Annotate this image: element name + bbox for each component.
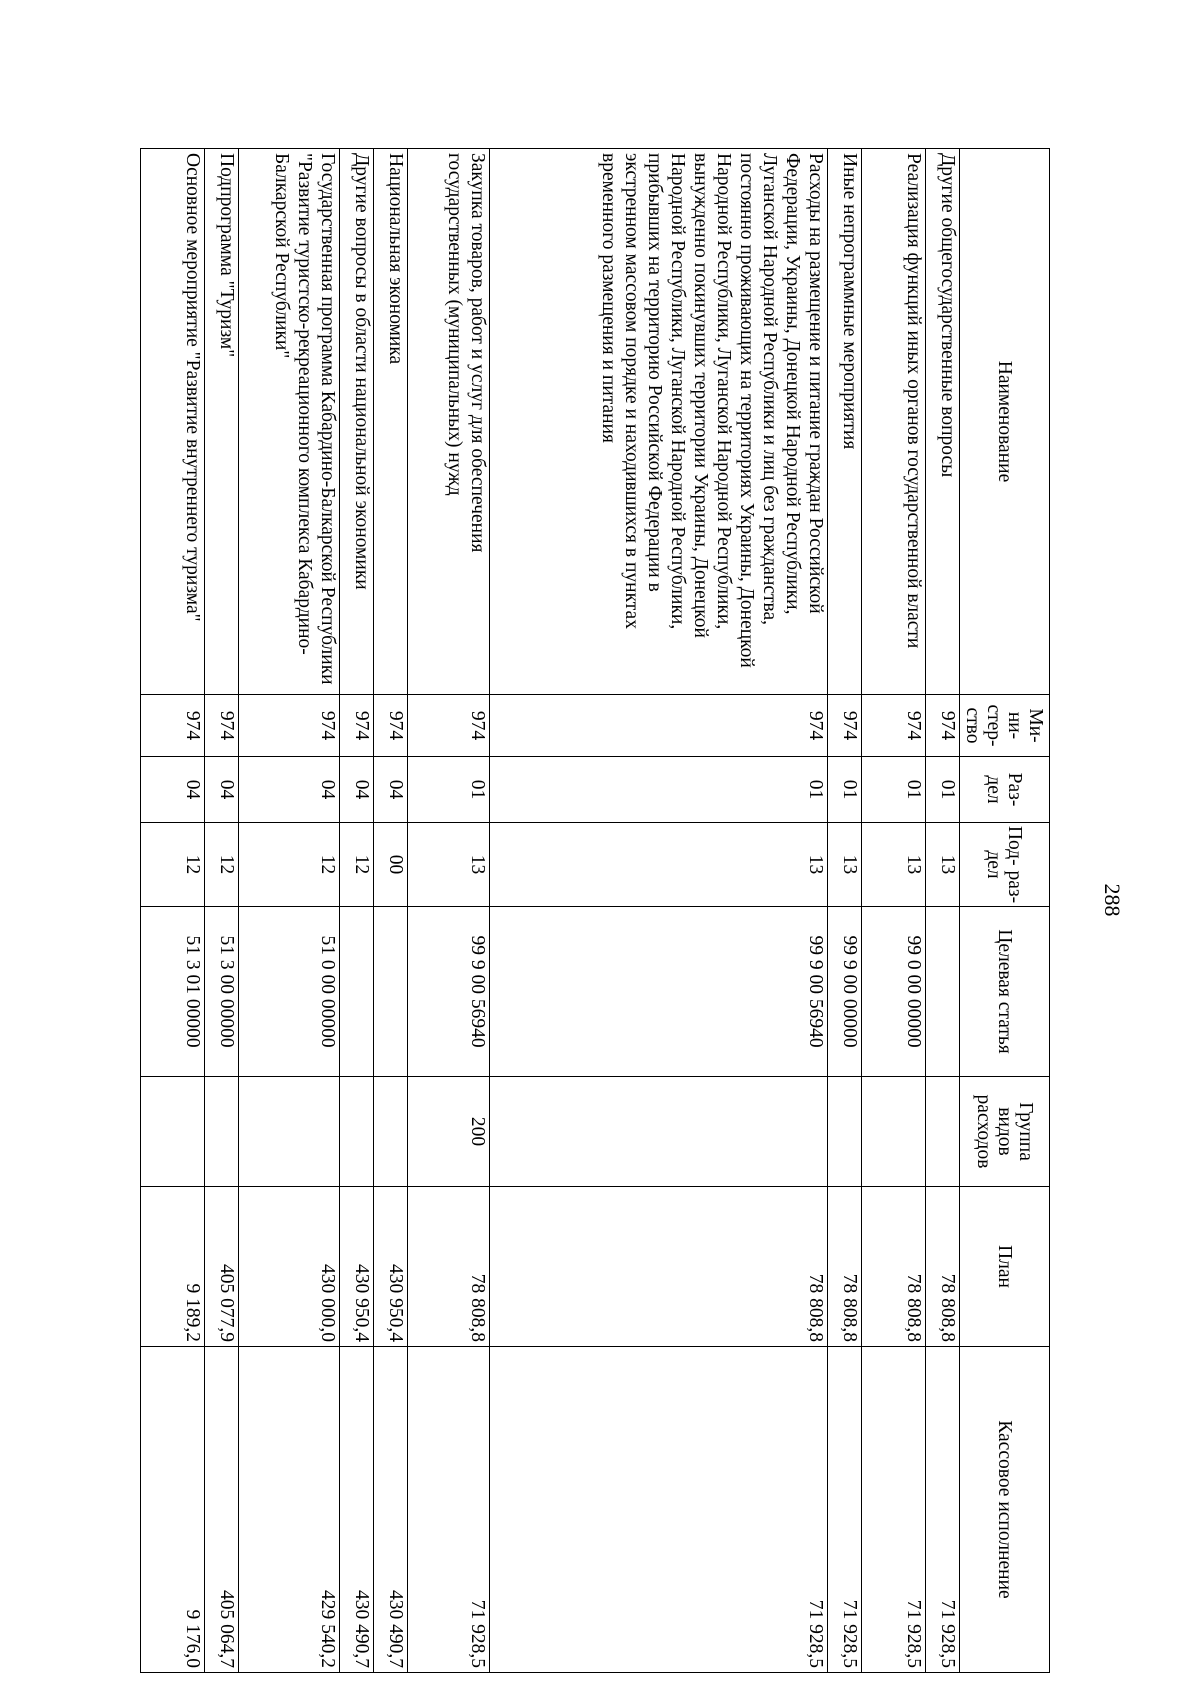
row-plan: 430 950,4: [339, 1187, 373, 1347]
row-plan: 78 808,8: [490, 1187, 827, 1347]
row-subsection: 12: [141, 823, 205, 907]
row-group: [490, 1077, 827, 1187]
row-group: [862, 1077, 926, 1187]
row-group: [827, 1077, 861, 1187]
column-header-plan: План: [960, 1187, 1050, 1347]
row-group: [373, 1077, 407, 1187]
row-section: 04: [339, 757, 373, 823]
row-target: 51 3 00 00000: [204, 907, 238, 1077]
row-subsection: 12: [204, 823, 238, 907]
column-header-section: Раз- дел: [960, 757, 1050, 823]
row-subsection: 13: [490, 823, 827, 907]
table-row: [862, 149, 926, 1673]
row-ministry: 974: [827, 695, 861, 757]
row-subsection: 13: [408, 823, 490, 907]
row-name: Расходы на размещение и питание граждан Российской Федерации, Украины, Донецкой Народной Республики, Луганской Народной Республики и лиц без гражданства, постоянно проживающих на территориях Украины, Донецкой Народной Республики, Луганской Народной Республики, вынужденно покинувших территории Украины, Донецкой Народной Республики, Луганской Народной Республики, прибывших на территорию Российской Федерации в экстренном массовом порядке и находившихся в пунктах временного размещения и питания: [490, 149, 827, 695]
row-target: 99 0 00 00000: [862, 907, 926, 1077]
row-plan: 78 808,8: [862, 1187, 926, 1347]
row-subsection: 00: [373, 823, 407, 907]
table-row: [238, 149, 339, 1673]
row-section: 04: [141, 757, 205, 823]
row-target: [339, 907, 373, 1077]
row-plan: 430 000,0: [238, 1187, 339, 1347]
row-plan: 78 808,8: [925, 1187, 959, 1347]
row-section: 01: [827, 757, 861, 823]
row-subsection: 12: [339, 823, 373, 907]
row-executed: 71 928,5: [827, 1347, 861, 1673]
row-name: Другие вопросы в области национальной экономики: [339, 149, 373, 695]
row-plan: 430 950,4: [373, 1187, 407, 1347]
row-section: 04: [373, 757, 407, 823]
row-ministry: 974: [238, 695, 339, 757]
row-section: 04: [238, 757, 339, 823]
row-section: 04: [204, 757, 238, 823]
row-section: 01: [925, 757, 959, 823]
row-name: Подпрограмма "Туризм": [204, 149, 238, 695]
row-name: Другие общегосударственные вопросы: [925, 149, 959, 695]
row-ministry: 974: [141, 695, 205, 757]
row-section: 01: [408, 757, 490, 823]
row-name: Национальная экономика: [373, 149, 407, 695]
table-row: [204, 149, 238, 1673]
row-executed: 430 490,7: [339, 1347, 373, 1673]
row-ministry: 974: [373, 695, 407, 757]
row-target: 99 9 00 56940: [490, 907, 827, 1077]
budget-table: [140, 148, 1050, 1673]
row-group: [339, 1077, 373, 1187]
rotated-page-content: [140, 148, 1050, 1672]
row-executed: 430 490,7: [373, 1347, 407, 1673]
column-header-expense-group: Группа видов расходов: [960, 1077, 1050, 1187]
page-number: 288: [1100, 883, 1125, 917]
row-subsection: 13: [827, 823, 861, 907]
row-name: Закупка товаров, работ и услуг для обеспечения государственных (муниципальных) нужд: [408, 149, 490, 695]
row-section: 01: [862, 757, 926, 823]
row-plan: 78 808,8: [827, 1187, 861, 1347]
row-name: Государственная программа Кабардино-Балкарской Республики "Развитие туристско-рекреационного комплекса Кабардино-Балкарской Республики": [238, 149, 339, 695]
row-target: 51 3 01 00000: [141, 907, 205, 1077]
row-ministry: 974: [339, 695, 373, 757]
row-ministry: 974: [862, 695, 926, 757]
table-row: [827, 149, 861, 1673]
column-header-name: Наименование: [960, 149, 1050, 695]
row-executed: 71 928,5: [490, 1347, 827, 1673]
column-header-subsection: Под- раз- дел: [960, 823, 1050, 907]
row-target: [925, 907, 959, 1077]
column-header-target: Целевая статья: [960, 907, 1050, 1077]
column-header-ministry: Ми- ни- стер- ство: [960, 695, 1050, 757]
row-section: 01: [490, 757, 827, 823]
row-ministry: 974: [204, 695, 238, 757]
table-row: [925, 149, 959, 1673]
row-ministry: 974: [925, 695, 959, 757]
row-name: Основное мероприятие "Развитие внутреннего туризма": [141, 149, 205, 695]
row-subsection: 13: [862, 823, 926, 907]
row-group: [238, 1077, 339, 1187]
row-plan: 9 189,2: [141, 1187, 205, 1347]
row-name: Реализация функций иных органов государственной власти: [862, 149, 926, 695]
column-header-executed: Кассовое исполнение: [960, 1347, 1050, 1673]
row-executed: 71 928,5: [862, 1347, 926, 1673]
row-ministry: 974: [490, 695, 827, 757]
row-target: 51 0 00 00000: [238, 907, 339, 1077]
row-subsection: 12: [238, 823, 339, 907]
table-row: [339, 149, 373, 1673]
row-executed: 405 064,7: [204, 1347, 238, 1673]
row-target: 99 9 00 56940: [408, 907, 490, 1077]
row-executed: 71 928,5: [408, 1347, 490, 1673]
row-name: Иные непрограммные мероприятия: [827, 149, 861, 695]
table-header-row: [960, 149, 1050, 1673]
table-row: [373, 149, 407, 1673]
table-row: [408, 149, 490, 1673]
row-plan: 405 077,9: [204, 1187, 238, 1347]
row-executed: 9 176,0: [141, 1347, 205, 1673]
table-row: [141, 149, 205, 1673]
row-executed: 429 540,2: [238, 1347, 339, 1673]
row-target: [373, 907, 407, 1077]
row-subsection: 13: [925, 823, 959, 907]
row-executed: 71 928,5: [925, 1347, 959, 1673]
row-ministry: 974: [408, 695, 490, 757]
row-group: [204, 1077, 238, 1187]
row-target: 99 9 00 00000: [827, 907, 861, 1077]
row-plan: 78 808,8: [408, 1187, 490, 1347]
table-row: [490, 149, 827, 1673]
row-group: [925, 1077, 959, 1187]
row-group: [141, 1077, 205, 1187]
row-group: 200: [408, 1077, 490, 1187]
